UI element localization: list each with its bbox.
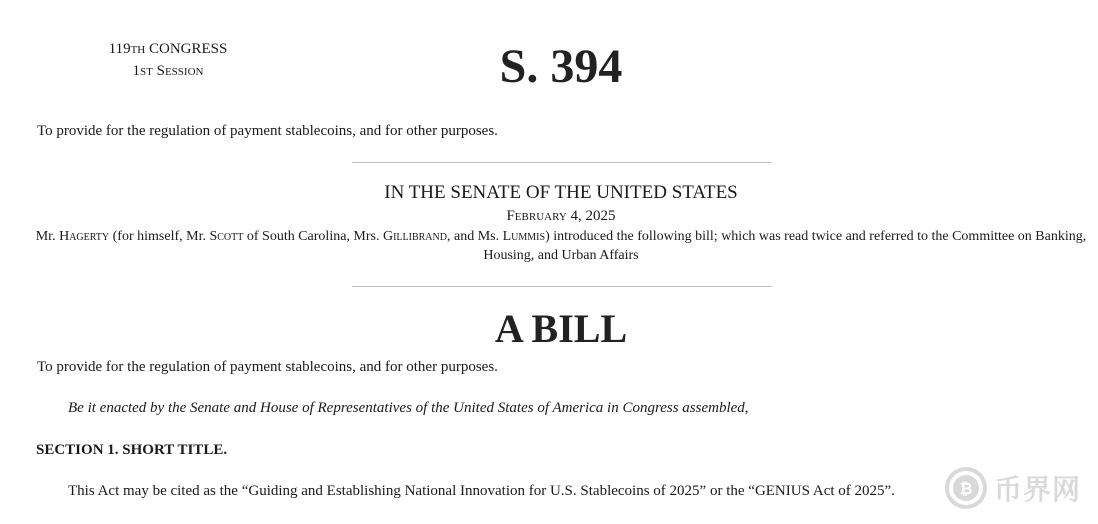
bill-title: A BILL xyxy=(494,306,628,351)
sponsors-statement xyxy=(12,227,1098,265)
congress-word: CONGRESS xyxy=(149,41,228,57)
sponsors-text: , and Ms. xyxy=(446,229,503,244)
divider-top xyxy=(352,162,772,163)
introduction-date xyxy=(0,206,1098,226)
session-suffix: st xyxy=(140,63,153,79)
congress-suffix: th xyxy=(130,41,146,57)
sponsor-name: Gillibrand xyxy=(382,229,447,244)
sponsor-name: Hagerty xyxy=(59,229,110,244)
sponsors-text: (for himself, Mr. xyxy=(109,229,210,244)
divider-bottom xyxy=(352,286,772,287)
purpose-statement-top: To provide for the regulation of payment stablecoins, and for other purposes. xyxy=(37,123,498,139)
congress-session-block xyxy=(0,38,336,82)
session-line xyxy=(0,60,336,82)
section-1-title: SECTION 1. SHORT TITLE. xyxy=(36,442,228,458)
sponsors-text: Mr. xyxy=(35,229,60,244)
svg-text:₿: ₿ xyxy=(959,479,973,498)
enacting-clause: Be it enacted by the Senate and House of Representatives of the United States of America in Congress assembled, xyxy=(68,400,749,416)
congress-line xyxy=(0,38,336,60)
watermark xyxy=(944,464,1081,512)
section-1-text: This Act may be cited as the “Guiding and Establishing National Innovation for U.S. Stablecoins of 2025” or the “GENIUS Act of 2025”. xyxy=(68,483,895,499)
bill-number: S. 394 xyxy=(499,40,623,93)
sponsor-name: Scott xyxy=(209,229,244,244)
session-word: Session xyxy=(156,63,204,79)
bitcoin-logo-icon xyxy=(944,466,988,510)
sponsor-name: Lummis xyxy=(502,229,546,244)
date-month: February xyxy=(506,208,567,224)
watermark-text: 币界网 xyxy=(994,473,1082,506)
congress-number: 119 xyxy=(108,41,131,57)
date-day-year: 4, 2025 xyxy=(570,208,616,224)
sponsors-text: of South Carolina, Mrs. xyxy=(243,229,383,244)
sponsors-text: ) introduced the following bill; which was read twice and referred to the Committee on Banking, Housing, and Urban Affairs xyxy=(483,229,1087,263)
purpose-statement: To provide for the regulation of payment stablecoins, and for other purposes. xyxy=(37,359,498,375)
session-number: 1 xyxy=(132,63,141,79)
senate-heading: IN THE SENATE OF THE UNITED STATES xyxy=(384,182,738,203)
